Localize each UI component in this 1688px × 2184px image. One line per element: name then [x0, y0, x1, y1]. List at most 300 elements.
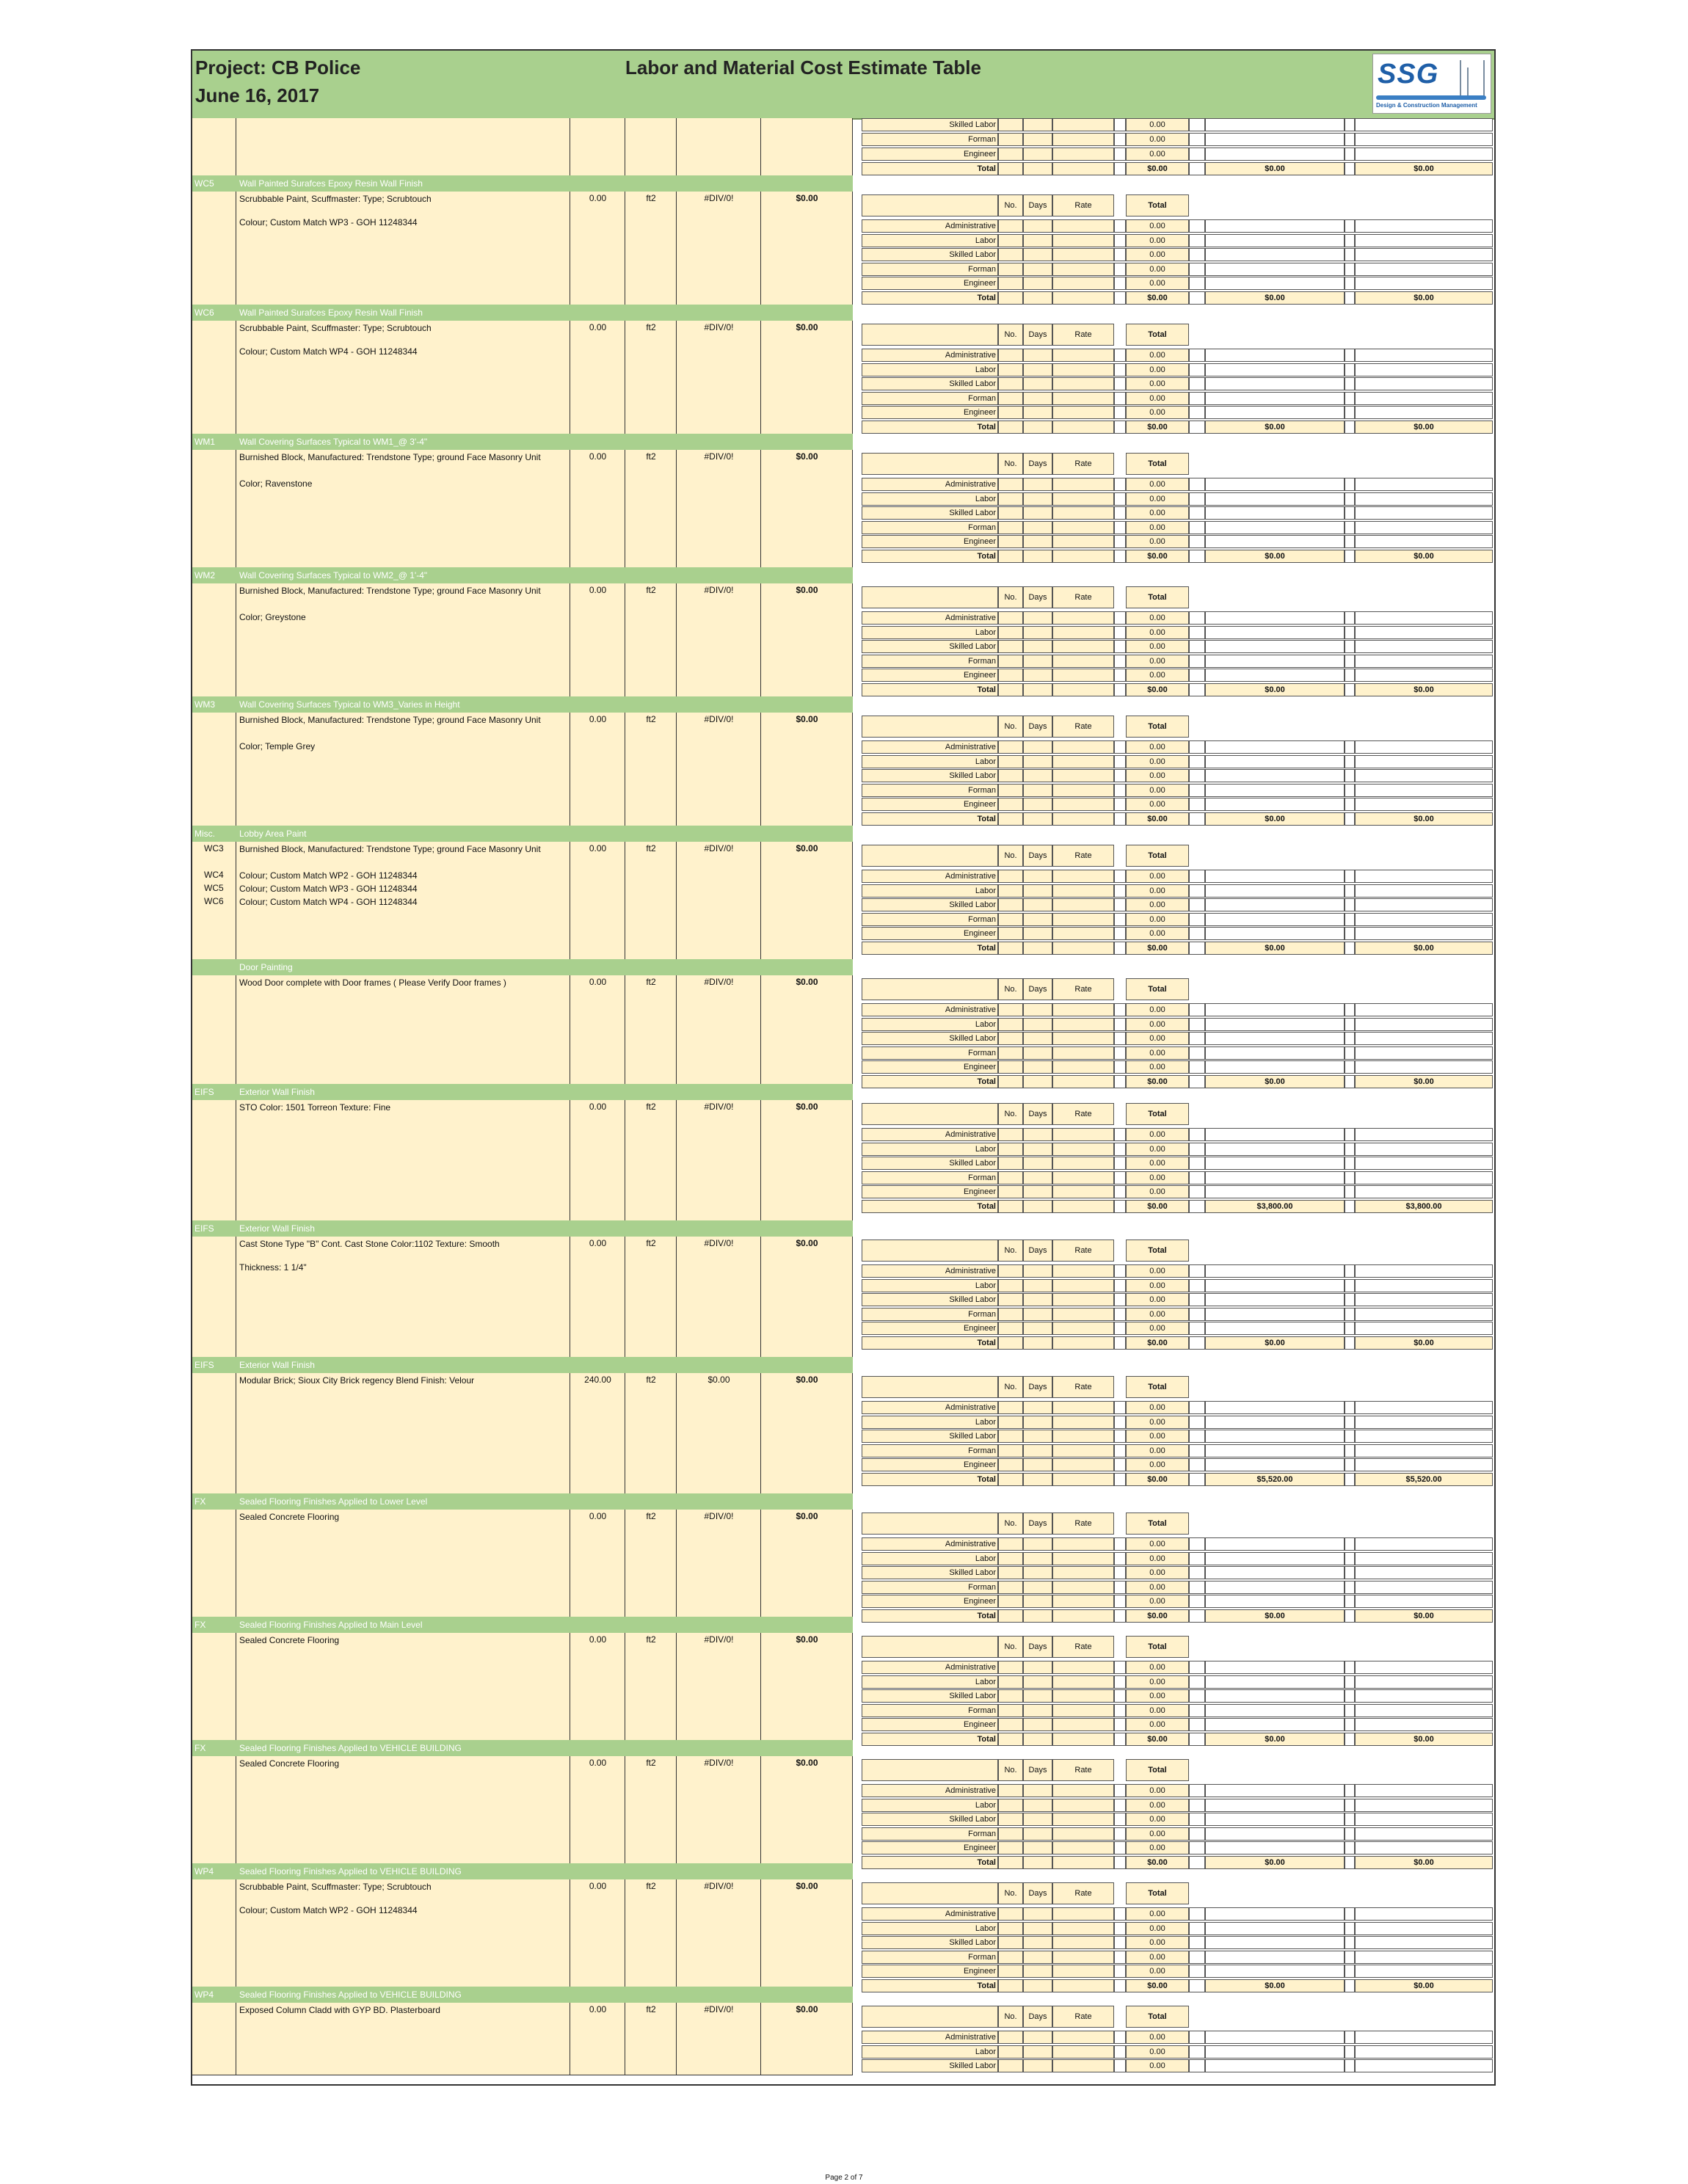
item-qty: 0.00	[589, 585, 607, 595]
gap-cell	[1114, 521, 1126, 534]
gap-cell	[1114, 1060, 1126, 1074]
role-name: Skilled Labor	[862, 2059, 998, 2072]
days-cell	[1023, 1907, 1052, 1921]
gap-cell	[1345, 1322, 1355, 1335]
sum-cell-1: $0.00	[1205, 812, 1345, 826]
rate-header: Rate	[1052, 1240, 1114, 1262]
sum-cell-1	[1205, 148, 1345, 161]
days-cell	[1023, 669, 1052, 682]
gap-cell	[1345, 1003, 1355, 1016]
no-cell	[998, 1827, 1023, 1841]
rate-cell	[1052, 942, 1114, 955]
days-cell	[1023, 219, 1052, 233]
gap-cell	[1114, 1537, 1126, 1551]
sum-cell-2	[1355, 1922, 1493, 1935]
labor-header-row	[862, 716, 1493, 738]
labor-role-row	[862, 1018, 1493, 1031]
days-cell	[1023, 942, 1052, 955]
total-header: Total	[1126, 1513, 1189, 1535]
no-cell	[998, 2031, 1023, 2044]
sum-cell-1: $0.00	[1205, 1609, 1345, 1623]
sum-cell-2	[1355, 2031, 1493, 2044]
sum-cell-1	[1205, 769, 1345, 782]
total-value: $0.00	[1126, 1200, 1189, 1213]
no-cell	[998, 1922, 1023, 1935]
total-value: 0.00	[1126, 1718, 1189, 1731]
item-subtext: Color; Ravenstone	[239, 478, 313, 489]
no-cell	[998, 421, 1023, 434]
days-cell	[1023, 1200, 1052, 1213]
no-header: No.	[998, 1636, 1023, 1658]
rate-cell	[1052, 492, 1114, 506]
sum-cell-2	[1355, 1264, 1493, 1278]
estimate-sheet	[191, 49, 1496, 2086]
rate-cell	[1052, 1595, 1114, 1608]
sum-cell-2	[1355, 363, 1493, 376]
gap-cell	[1114, 812, 1126, 826]
labor-header-row	[862, 1759, 1493, 1781]
sum-cell-1	[1205, 1784, 1345, 1797]
gap-cell	[1345, 655, 1355, 668]
role-name: Skilled Labor	[862, 769, 998, 782]
total-value: 0.00	[1126, 755, 1189, 768]
days-cell	[1023, 884, 1052, 898]
gap-cell	[1345, 1581, 1355, 1594]
labor-role-row	[862, 1922, 1493, 1935]
header-blank	[862, 2006, 998, 2028]
rate-cell	[1052, 884, 1114, 898]
days-cell	[1023, 927, 1052, 940]
item-block	[192, 1237, 853, 1358]
item-description: Burnished Block, Manufactured: Trendstone Type; ground Face Masonry Unit	[239, 586, 541, 596]
col-divider	[676, 1373, 677, 1493]
no-cell	[998, 1264, 1023, 1278]
item-block	[192, 450, 853, 568]
no-cell	[998, 377, 1023, 390]
sum-cell-2	[1355, 1060, 1493, 1074]
sum-cell-2	[1355, 392, 1493, 405]
no-cell	[998, 655, 1023, 668]
item-unit: ft2	[646, 843, 656, 853]
sum-cell-1	[1205, 1951, 1345, 1964]
role-name: Total	[862, 162, 998, 175]
no-cell	[998, 118, 1023, 131]
labor-role-row	[862, 2059, 1493, 2072]
rate-cell	[1052, 812, 1114, 826]
header-blank	[862, 845, 998, 867]
total-value: 0.00	[1126, 478, 1189, 491]
role-name: Forman	[862, 1827, 998, 1841]
no-cell	[998, 1552, 1023, 1565]
labor-role-row	[862, 1907, 1493, 1921]
gap-cell	[1345, 640, 1355, 653]
no-cell	[998, 798, 1023, 811]
sum-cell-2	[1355, 1661, 1493, 1674]
sum-cell-2	[1355, 1704, 1493, 1717]
no-cell	[998, 1537, 1023, 1551]
days-cell	[1023, 769, 1052, 782]
days-cell	[1023, 1951, 1052, 1964]
sum-cell-1	[1205, 1907, 1345, 1921]
total-value: 0.00	[1126, 148, 1189, 161]
gap-cell	[1345, 521, 1355, 534]
role-name: Labor	[862, 755, 998, 768]
labor-role-row	[862, 492, 1493, 506]
no-cell	[998, 812, 1023, 826]
labor-header-row	[862, 2006, 1493, 2028]
item-unit: ft2	[646, 585, 656, 595]
days-cell	[1023, 349, 1052, 362]
total-value: 0.00	[1126, 669, 1189, 682]
no-cell	[998, 927, 1023, 940]
days-cell	[1023, 740, 1052, 754]
total-value: 0.00	[1126, 1264, 1189, 1278]
days-cell	[1023, 1841, 1052, 1854]
no-cell	[998, 234, 1023, 247]
days-header: Days	[1023, 2006, 1052, 2028]
role-name: Administrative	[862, 1128, 998, 1141]
rate-cell	[1052, 148, 1114, 161]
labor-role-row	[862, 611, 1493, 625]
rate-cell	[1052, 1951, 1114, 1964]
days-cell	[1023, 492, 1052, 506]
no-cell	[998, 492, 1023, 506]
labor-role-row	[862, 133, 1493, 146]
sum-cell-2	[1355, 349, 1493, 362]
gap-cell	[1114, 219, 1126, 233]
gap-cell	[1345, 550, 1355, 563]
gap-cell	[1189, 234, 1205, 247]
gap-cell	[1345, 377, 1355, 390]
gap-cell	[1345, 162, 1355, 175]
role-name: Skilled Labor	[862, 1689, 998, 1703]
gap-cell	[1345, 870, 1355, 883]
section-code: EIFS	[194, 1087, 214, 1097]
sum-cell-1	[1205, 118, 1345, 131]
item-description: Wood Door complete with Door frames ( Please Verify Door frames )	[239, 978, 506, 988]
days-cell	[1023, 1401, 1052, 1414]
total-value: 0.00	[1126, 1951, 1189, 1964]
total-header: Total	[1126, 2006, 1189, 2028]
no-cell	[998, 263, 1023, 276]
gap-cell	[1114, 392, 1126, 405]
sum-cell-2: $0.00	[1355, 812, 1493, 826]
rate-cell	[1052, 1308, 1114, 1321]
gap-cell	[1189, 1581, 1205, 1594]
total-value: $0.00	[1126, 1473, 1189, 1486]
rate-cell	[1052, 162, 1114, 175]
section-title: Wall Covering Surfaces Typical to WM1_@ 3'-4"	[239, 437, 428, 447]
col-divider	[676, 1510, 677, 1617]
col-divider	[676, 975, 677, 1084]
total-value: $0.00	[1126, 812, 1189, 826]
col-divider	[852, 1633, 853, 1740]
section-code: EIFS	[194, 1360, 214, 1370]
item-description: Burnished Block, Manufactured: Trendstone Type; ground Face Masonry Unit	[239, 715, 541, 725]
total-value: 0.00	[1126, 1675, 1189, 1689]
logo-text: SSG	[1378, 59, 1439, 90]
total-value: 0.00	[1126, 521, 1189, 534]
rate-cell	[1052, 1046, 1114, 1060]
role-name: Administrative	[862, 349, 998, 362]
sum-cell-1	[1205, 1537, 1345, 1551]
rate-cell	[1052, 1799, 1114, 1812]
total-value: 0.00	[1126, 2045, 1189, 2059]
no-cell	[998, 1293, 1023, 1306]
rate-cell	[1052, 1032, 1114, 1045]
days-cell	[1023, 1157, 1052, 1170]
gap-cell	[1114, 1157, 1126, 1170]
section-eifs	[192, 1084, 1494, 1220]
gap-cell	[1189, 1537, 1205, 1551]
item-code: WC6	[204, 896, 224, 906]
labor-total-row	[862, 942, 1493, 955]
col-divider	[852, 842, 853, 959]
rate-cell	[1052, 1157, 1114, 1170]
rate-cell	[1052, 626, 1114, 639]
gap-cell	[1114, 148, 1126, 161]
col-divider	[760, 975, 761, 1084]
rate-cell	[1052, 478, 1114, 491]
rate-cell	[1052, 1018, 1114, 1031]
gap-cell	[1114, 1552, 1126, 1565]
col-divider	[852, 1237, 853, 1357]
gap-cell	[1189, 1185, 1205, 1198]
gap-cell	[1189, 1689, 1205, 1703]
total-header: Total	[1126, 586, 1189, 608]
sum-cell-2: $0.00	[1355, 1733, 1493, 1746]
role-name: Labor	[862, 1416, 998, 1429]
gap-cell	[1114, 640, 1126, 653]
labor-role-row	[862, 1171, 1493, 1184]
gap-cell	[1114, 1473, 1126, 1486]
labor-header-row	[862, 453, 1493, 475]
gap-cell	[1345, 1675, 1355, 1689]
sum-cell-2: $0.00	[1355, 942, 1493, 955]
section-code: WP4	[194, 1866, 214, 1877]
rate-cell	[1052, 1704, 1114, 1717]
sum-cell-2	[1355, 1157, 1493, 1170]
labor-role-row	[862, 1537, 1493, 1551]
gap-cell	[1189, 406, 1205, 419]
gap-cell	[1189, 927, 1205, 940]
gap-cell	[1345, 263, 1355, 276]
col-divider	[852, 1510, 853, 1617]
no-cell	[998, 392, 1023, 405]
total-value: 0.00	[1126, 2031, 1189, 2044]
gap-cell	[1345, 1827, 1355, 1841]
col-divider	[676, 321, 677, 434]
gap-cell	[1114, 1784, 1126, 1797]
section-band	[192, 1987, 853, 2003]
gap-cell	[1345, 1689, 1355, 1703]
sum-cell-1	[1205, 377, 1345, 390]
sum-cell-2	[1355, 506, 1493, 520]
labor-role-row	[862, 1143, 1493, 1156]
no-cell	[998, 1185, 1023, 1198]
labor-total-row	[862, 1336, 1493, 1350]
item-code: WC3	[204, 843, 224, 853]
item-amount: $0.00	[796, 714, 818, 724]
gap-cell	[1189, 1675, 1205, 1689]
sum-cell-2	[1355, 118, 1493, 131]
sum-cell-1: $0.00	[1205, 1075, 1345, 1088]
gap-cell	[1345, 898, 1355, 911]
gap-cell	[1345, 248, 1355, 261]
sum-cell-2	[1355, 1718, 1493, 1731]
total-value: 0.00	[1126, 1661, 1189, 1674]
section-title: Lobby Area Paint	[239, 829, 307, 839]
no-cell	[998, 2045, 1023, 2059]
item-description: Burnished Block, Manufactured: Trendstone Type; ground Face Masonry Unit	[239, 844, 541, 854]
gap-cell	[1345, 812, 1355, 826]
role-name: Skilled Labor	[862, 898, 998, 911]
col-divider	[852, 1373, 853, 1493]
item-amount: $0.00	[796, 193, 818, 203]
rate-cell	[1052, 784, 1114, 797]
item-unit: ft2	[646, 1511, 656, 1521]
gap-cell	[1189, 1718, 1205, 1731]
item-subtext: Colour; Custom Match WP2 - GOH 11248344	[239, 1905, 418, 1915]
days-cell	[1023, 421, 1052, 434]
gap-cell	[1114, 1293, 1126, 1306]
no-cell	[998, 611, 1023, 625]
item-amount: $0.00	[796, 1881, 818, 1891]
gap-cell	[1189, 349, 1205, 362]
rate-cell	[1052, 1907, 1114, 1921]
gap-cell	[1189, 506, 1205, 520]
gap-cell	[1345, 148, 1355, 161]
gap-cell	[1114, 740, 1126, 754]
sum-cell-1	[1205, 1552, 1345, 1565]
gap-cell	[1345, 535, 1355, 548]
section-misc	[192, 826, 1494, 959]
no-header: No.	[998, 194, 1023, 216]
sum-cell-1: $0.00	[1205, 1979, 1345, 1992]
rate-cell	[1052, 1401, 1114, 1414]
sum-cell-1	[1205, 1675, 1345, 1689]
gap-cell	[1114, 1951, 1126, 1964]
item-block	[192, 583, 853, 697]
item-amount: $0.00	[796, 843, 818, 853]
col-divider	[760, 1100, 761, 1220]
no-cell	[998, 162, 1023, 175]
role-name: Forman	[862, 1951, 998, 1964]
labor-header-row	[862, 1882, 1493, 1904]
labor-header-row	[862, 1240, 1493, 1262]
total-value: $0.00	[1126, 550, 1189, 563]
total-value: 0.00	[1126, 1416, 1189, 1429]
item-qty: 0.00	[589, 1238, 607, 1248]
no-cell	[998, 1032, 1023, 1045]
gap-cell	[1189, 942, 1205, 955]
sum-cell-1	[1205, 1799, 1345, 1812]
col-divider	[760, 1373, 761, 1493]
sum-cell-1	[1205, 1458, 1345, 1471]
gap-cell	[1189, 1046, 1205, 1060]
no-cell	[998, 1907, 1023, 1921]
role-name: Engineer	[862, 1595, 998, 1608]
item-unit: ft2	[646, 193, 656, 203]
days-cell	[1023, 1003, 1052, 1016]
days-cell	[1023, 478, 1052, 491]
sum-cell-1	[1205, 611, 1345, 625]
gap-cell	[1114, 277, 1126, 290]
total-value: 0.00	[1126, 1965, 1189, 1978]
col-divider	[852, 975, 853, 1084]
section-title: Sealed Flooring Finishes Applied to Main Level	[239, 1620, 423, 1630]
sum-cell-1	[1205, 1813, 1345, 1826]
days-cell	[1023, 1143, 1052, 1156]
days-cell	[1023, 1046, 1052, 1060]
sum-cell-1: $0.00	[1205, 942, 1345, 955]
rate-header: Rate	[1052, 978, 1114, 1000]
days-cell	[1023, 506, 1052, 520]
gap-cell	[1114, 1907, 1126, 1921]
sum-cell-2: $0.00	[1355, 291, 1493, 305]
sum-cell-1	[1205, 1308, 1345, 1321]
rate-cell	[1052, 1473, 1114, 1486]
no-cell	[998, 1279, 1023, 1292]
item-rate: #DIV/0!	[704, 322, 734, 332]
no-cell	[998, 1689, 1023, 1703]
role-name: Skilled Labor	[862, 1813, 998, 1826]
sum-cell-1	[1205, 1171, 1345, 1184]
sum-cell-1	[1205, 1003, 1345, 1016]
section-band	[192, 959, 853, 975]
no-header: No.	[998, 1513, 1023, 1535]
gap-cell	[1345, 1965, 1355, 1978]
col-divider	[760, 1633, 761, 1740]
item-rate: #DIV/0!	[704, 1102, 734, 1112]
gap-cell	[1114, 683, 1126, 696]
gap-cell	[1345, 2059, 1355, 2072]
gap-cell	[1114, 1308, 1126, 1321]
gap-cell	[1189, 1552, 1205, 1565]
role-name: Labor	[862, 1675, 998, 1689]
col-divider	[676, 1756, 677, 1863]
labor-role-row	[862, 1444, 1493, 1457]
gap-cell	[1189, 611, 1205, 625]
total-value: 0.00	[1126, 1171, 1189, 1184]
gap-cell	[1189, 1401, 1205, 1414]
role-name: Total	[862, 1733, 998, 1746]
gap-cell	[1345, 1552, 1355, 1565]
sum-cell-2	[1355, 492, 1493, 506]
rate-cell	[1052, 1965, 1114, 1978]
role-name: Engineer	[862, 1060, 998, 1074]
item-qty: 0.00	[589, 2004, 607, 2014]
labor-role-row	[862, 1264, 1493, 1278]
gap-cell	[1114, 942, 1126, 955]
item-unit: ft2	[646, 1634, 656, 1645]
role-name: Forman	[862, 784, 998, 797]
total-value: 0.00	[1126, 1458, 1189, 1471]
days-cell	[1023, 1537, 1052, 1551]
item-rate: #DIV/0!	[704, 1511, 734, 1521]
sum-cell-1	[1205, 1965, 1345, 1978]
role-name: Labor	[862, 363, 998, 376]
gap-cell	[1114, 898, 1126, 911]
labor-header-row	[862, 978, 1493, 1000]
gap-cell	[1345, 2031, 1355, 2044]
rate-cell	[1052, 550, 1114, 563]
gap-cell	[1345, 2045, 1355, 2059]
no-cell	[998, 1430, 1023, 1443]
gap-cell	[1189, 1566, 1205, 1579]
col-divider	[676, 118, 677, 175]
no-cell	[998, 277, 1023, 290]
